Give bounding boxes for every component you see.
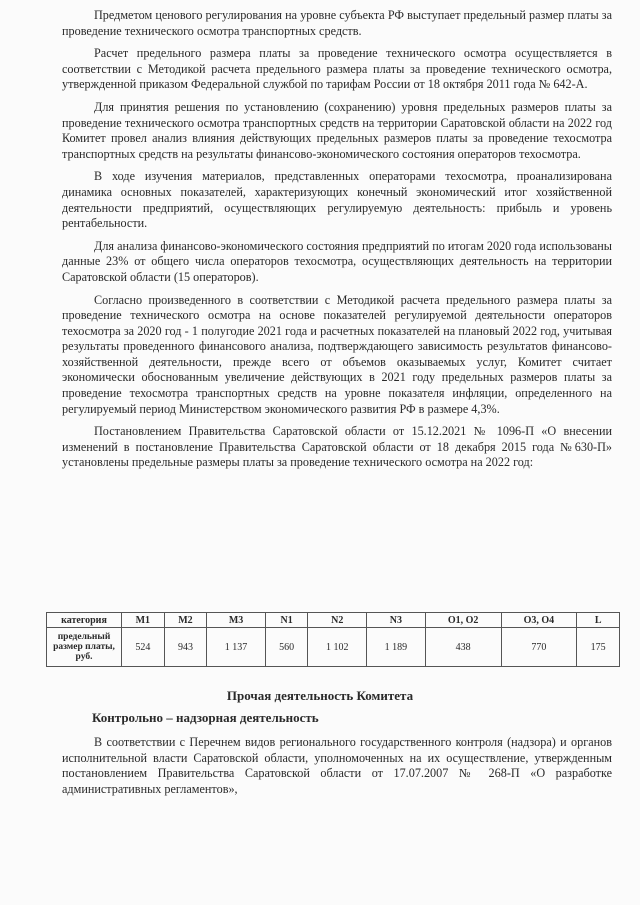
table-cell: 943	[164, 628, 207, 667]
body-text	[62, 8, 612, 471]
paragraph-analysis: Для принятия решения по установлению (сохранению) уровня предельных размеров платы за проведение технического осмотра транспортных средств на территории Саратовской области на 2022 год Комитет провел анализ влияния действующих предельных размеров платы за проведение техосмотра транспортных средств на результаты финансово-экономического состояния операторов техосмотра.	[62, 99, 612, 161]
table-cell: 560	[265, 628, 308, 667]
table-cell: 524	[122, 628, 165, 667]
paragraph-materials: В ходе изучения материалов, представленных операторами техосмотра, проанализирована динамика основных показателей, характеризующих конечный экономический итог хозяйственной деятельности предприятий, осуществляющих регулируемую деятельность: прибыль и уровень рентабельности.	[62, 169, 612, 231]
paragraph-subject: Предметом ценового регулирования на уровне субъекта РФ выступает предельный размер платы за проведение технического осмотра транспортных средств.	[62, 8, 612, 38]
paragraph-resolution: Постановлением Правительства Саратовской области от 15.12.2021 № 1096-П «О внесении изменений в постановление Правительства Саратовской области от 18 декабря 2015 года №630-П» установлены предельные размеры платы за проведение технического осмотра на 2022 год:	[62, 424, 612, 470]
table-row	[47, 628, 620, 667]
subsection-title: Контрольно – надзорная деятельность	[92, 710, 319, 725]
table-cell: 1 102	[308, 628, 367, 667]
table-header-cell: N2	[308, 613, 367, 628]
body-text-continued	[62, 735, 612, 797]
table-header-cell: L	[577, 613, 620, 628]
paragraph-financial-data: Для анализа финансово-экономического состояния предприятий по итогам 2020 года использованы данные 23% от общего числа операторов техосмотра, осуществляющих деятельность на территории Саратовской области (15 операторов).	[62, 238, 612, 284]
table-cell: 175	[577, 628, 620, 667]
table-header-cell: N3	[367, 613, 426, 628]
table-header-cell: M3	[207, 613, 266, 628]
table-row-label: предельный размер платы, руб.	[47, 628, 122, 667]
table-cell: 438	[425, 628, 501, 667]
section-title: Прочая деятельность Комитета	[226, 688, 414, 703]
table-header-cell: N1	[265, 613, 308, 628]
table-cell: 1 137	[207, 628, 266, 667]
table-cell: 770	[501, 628, 577, 667]
table-header-cell: M2	[164, 613, 207, 628]
table-header-cell: O1, O2	[425, 613, 501, 628]
table-header-cell: M1	[122, 613, 165, 628]
paragraph-regional-control: В соответствии с Перечнем видов регионального государственного контроля (надзора) и органов исполнительной власти Саратовской области, уполномоченных на их осуществление, утвержденным постановлением Правительства Саратовской области от 17.07.2007 № 268-П «О разработке административных регламентов»,	[62, 735, 612, 796]
table-header-category: категория	[47, 613, 122, 628]
fee-table	[46, 612, 620, 667]
paragraph-conclusion: Согласно произведенного в соответствии с Методикой расчета предельного размера платы за проведение технического осмотра на основе показателей регулируемой деятельности операторов техосмотра за 2020 год - 1 полугодие 2021 года и расчетных показателей на плановый 2022 год, учитывая результаты проведенного финансового анализа, подтверждающего зависимость результатов финансово-хозяйственной деятельности, прежде всего от объемов оказываемых услуг, Комитет считает экономически обоснованным увеличение действующих в 2021 году предельных размеров платы за проведение техосмотра транспортных средств на уровне показателя инфляции, определенного на регулируемый период Министерством экономического развития РФ в размере 4,3%.	[62, 292, 612, 416]
paragraph-methodology: Расчет предельного размера платы за проведение технического осмотра осуществляется в соответствии с Методикой расчета предельного размера платы за проведение технического осмотра, утвержденной приказом Федеральной службой по тарифам России от 18 октября 2011 года № 642-А.	[62, 46, 612, 92]
table-header-row	[47, 613, 620, 628]
table-header-cell: O3, O4	[501, 613, 577, 628]
table-cell: 1 189	[367, 628, 426, 667]
